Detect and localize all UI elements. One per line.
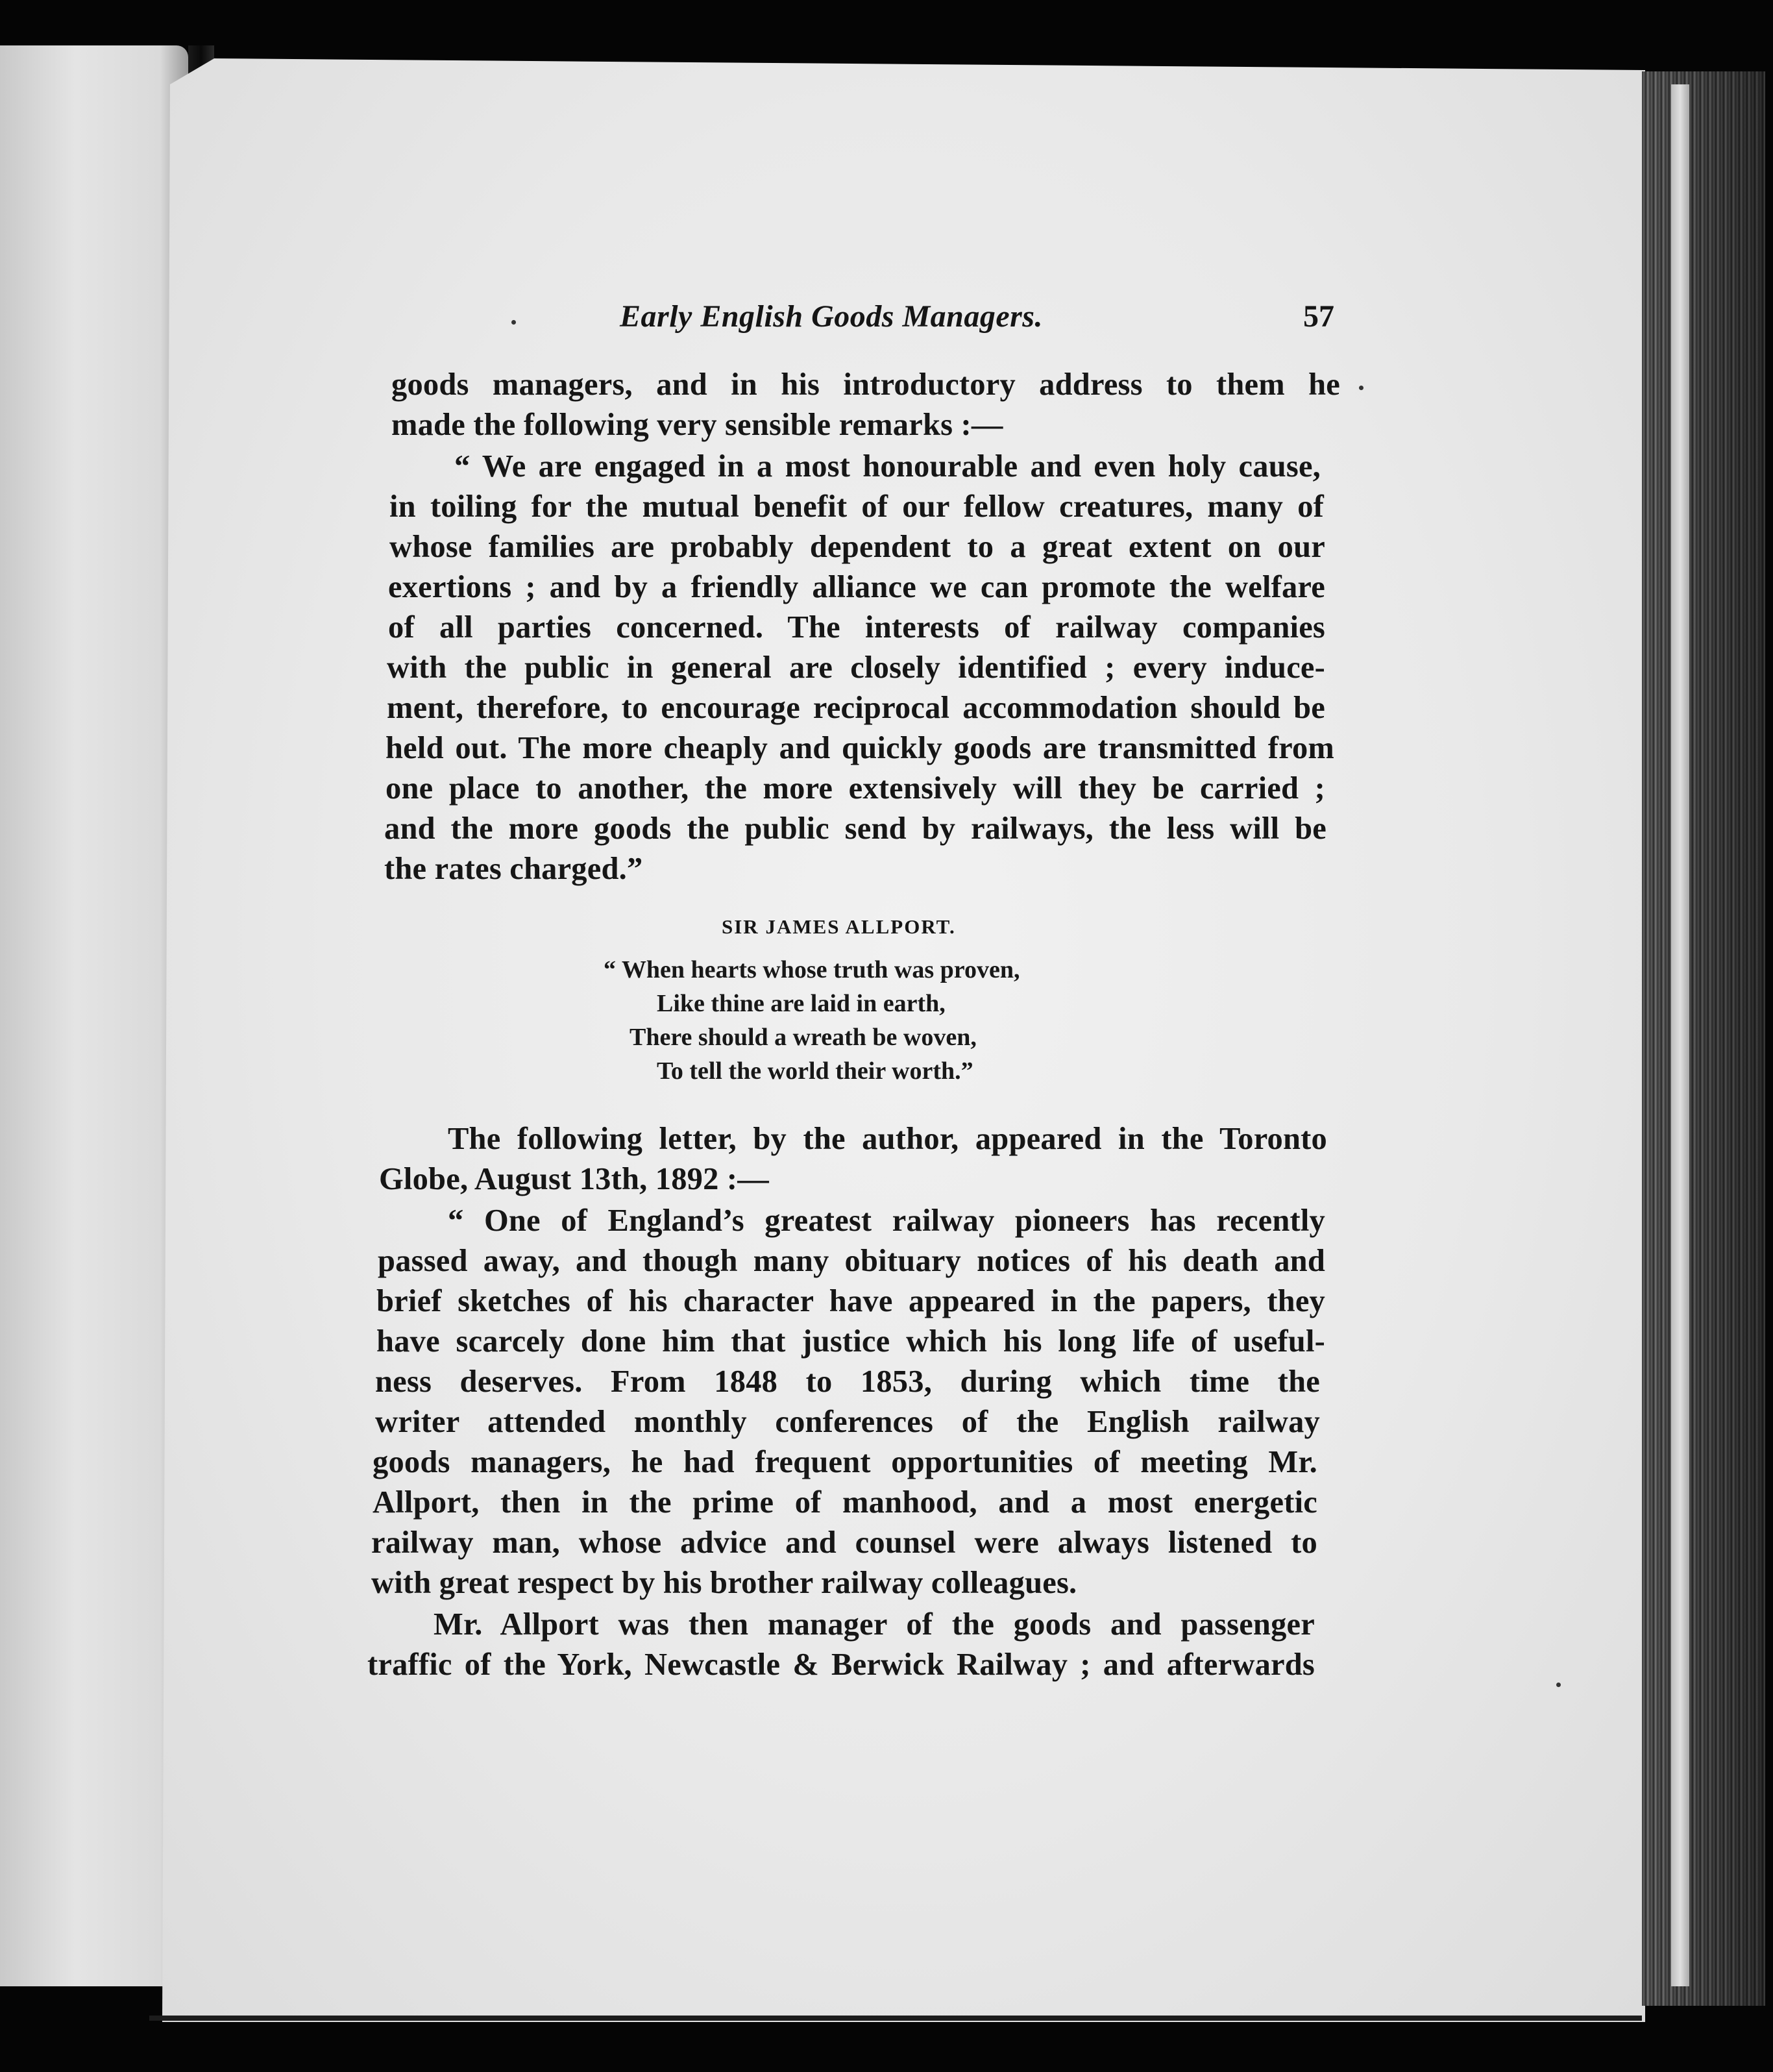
body-line: The following letter, by the author, appeared in the Toronto [448, 1122, 1327, 1156]
verse-line: Like thine are laid in earth, [657, 990, 946, 1017]
page-edges-shade [1642, 71, 1765, 2006]
dust-speck [1556, 1683, 1561, 1687]
body-line: one place to another, the more extensively will they be carried ; [385, 771, 1325, 806]
body-line: held out. The more cheaply and quickly goods are transmitted from [385, 731, 1334, 765]
dust-speck [511, 320, 516, 325]
body-line: writer attended monthly conferences of the English railway [375, 1405, 1320, 1439]
body-line: with great respect by his brother railway colleagues. [371, 1566, 1077, 1600]
body-line: have scarcely done him that justice which his long life of useful- [376, 1324, 1325, 1359]
page-edge-highlight [1671, 84, 1689, 1986]
running-title: Early English Goods Managers. [620, 299, 1043, 334]
body-line: Mr. Allport was then manager of the goods and passenger [434, 1607, 1315, 1642]
facing-page [0, 45, 188, 1986]
body-line: ness deserves. From 1848 to 1853, during which time the [375, 1364, 1320, 1399]
body-line: in toiling for the mutual benefit of our fellow creatures, many of [389, 489, 1324, 524]
body-line: the rates charged.” [384, 852, 643, 886]
body-line: goods managers, he had frequent opportunities of meeting Mr. [373, 1445, 1317, 1479]
body-line: ment, therefore, to encourage reciprocal accommodation should be [387, 691, 1325, 725]
page-number: 57 [1303, 299, 1334, 334]
body-line: with the public in general are closely identified ; every induce- [387, 650, 1325, 685]
body-line: passed away, and though many obituary notices of his death and [378, 1244, 1325, 1278]
verse-line: There should a wreath be woven, [630, 1024, 977, 1051]
body-line: brief sketches of his character have appeared in the papers, they [376, 1284, 1325, 1318]
body-line: Allport, then in the prime of manhood, and a most energetic [373, 1485, 1317, 1520]
section-heading: SIR JAMES ALLPORT. [722, 915, 956, 938]
body-line: whose families are probably dependent to a great extent on our [389, 530, 1325, 564]
body-line: “ One of England’s greatest railway pioneers has recently [448, 1203, 1325, 1238]
verse-line: “ When hearts whose truth was proven, [604, 956, 1020, 983]
body-line: of all parties concerned. The interests of railway companies [388, 610, 1325, 645]
body-line: “ We are engaged in a most honourable and even holy cause, [454, 449, 1321, 484]
page-bottom-shadow [149, 2016, 1642, 2021]
body-line: made the following very sensible remarks :— [391, 408, 1003, 442]
dust-speck [1359, 386, 1363, 390]
body-line: exertions ; and by a friendly alliance we can promote the welfare [388, 570, 1325, 604]
body-line: and the more goods the public send by railways, the less will be [384, 811, 1327, 846]
verse-line: To tell the world their worth.” [657, 1057, 973, 1085]
body-line: goods managers, and in his introductory address to them he [391, 367, 1340, 402]
body-line: traffic of the York, Newcastle & Berwick Railway ; and afterwards [367, 1647, 1315, 1682]
body-line: railway man, whose advice and counsel were always listened to [371, 1525, 1317, 1560]
body-line: Globe, August 13th, 1892 :— [379, 1162, 769, 1196]
